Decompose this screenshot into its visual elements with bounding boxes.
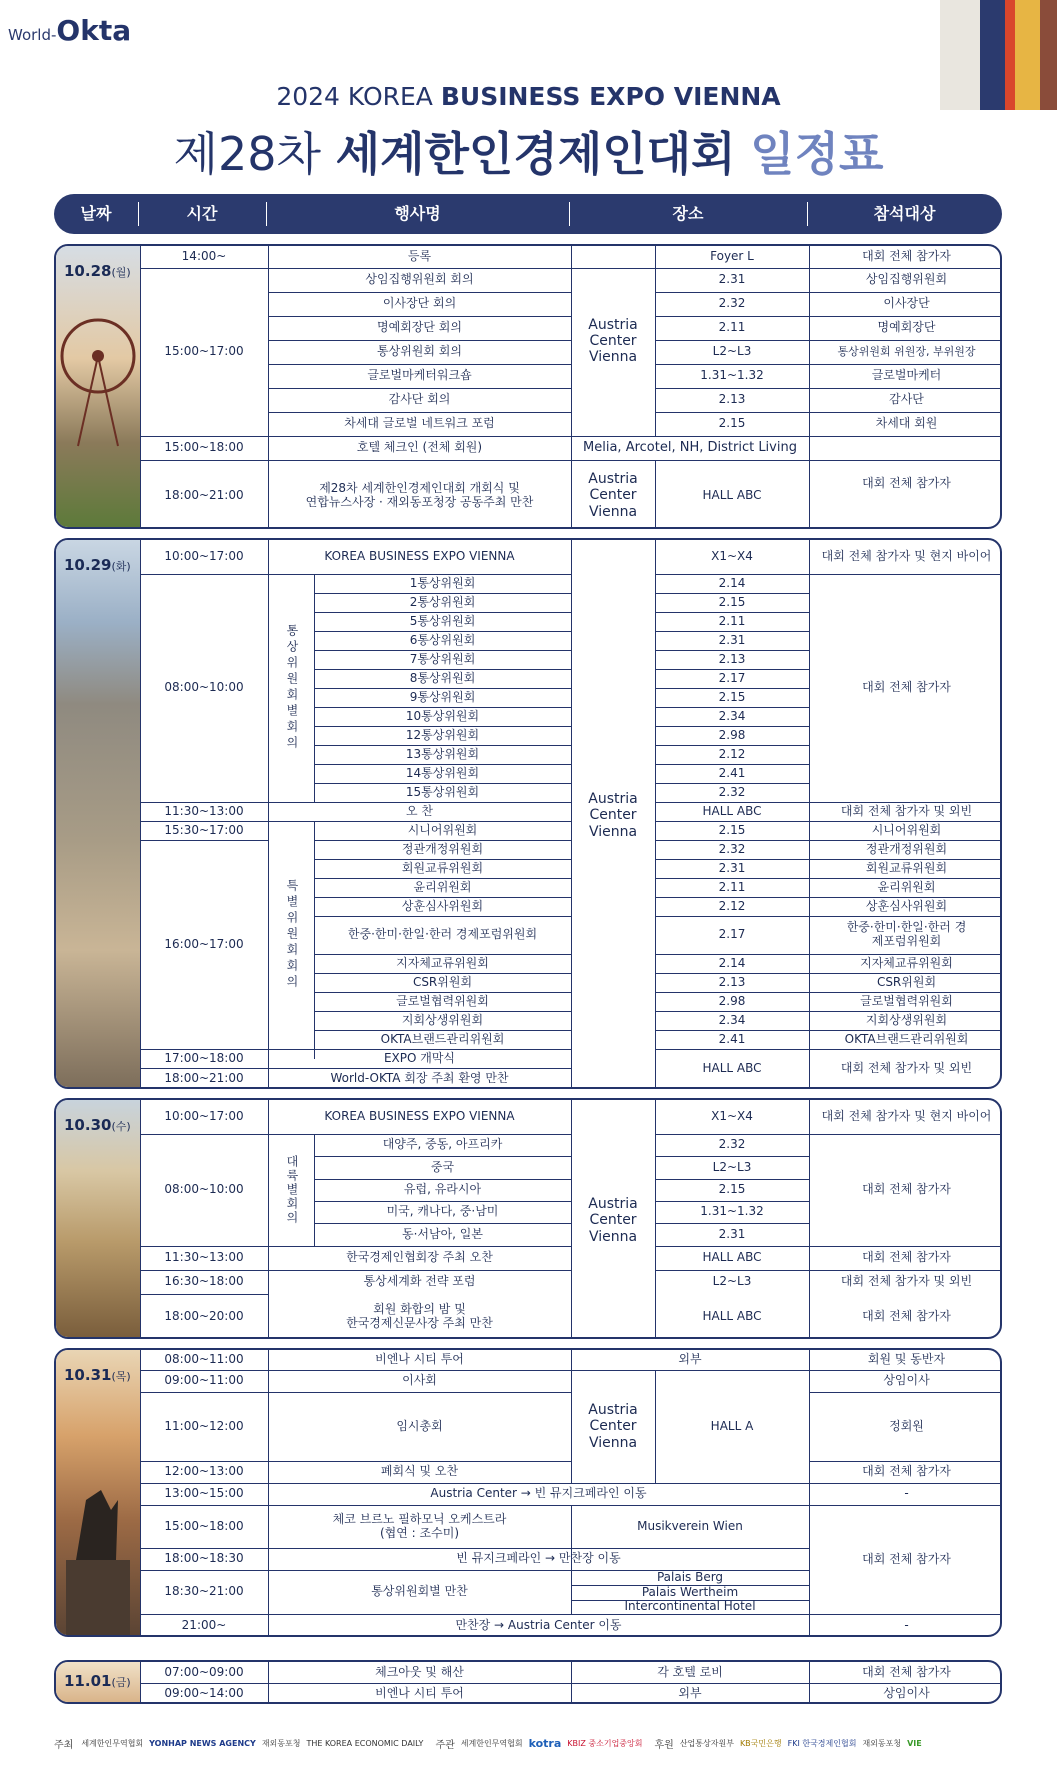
room-cell: 2.15: [718, 689, 746, 704]
time-cell: 17:00~18:00: [164, 1050, 244, 1065]
attendee-cell: 대회 전체 참가자: [862, 249, 951, 264]
time-cell: 16:00~17:00: [164, 936, 244, 951]
brand-name: Okta: [56, 14, 132, 47]
time-cell: 08:00~10:00: [164, 1182, 244, 1197]
room-cell: 2.34: [718, 708, 746, 723]
event-cell: 시니어위원회: [407, 822, 478, 837]
event-cell: CSR위원회: [412, 974, 473, 989]
time-cell: 15:00~17:00: [164, 344, 244, 359]
room-cell: HALL A: [710, 1418, 754, 1433]
venue-cell: Austria Center Vienna: [588, 471, 638, 520]
time-cell: 07:00~09:00: [164, 1664, 244, 1679]
attendee-cell: 윤리위원회: [877, 879, 936, 894]
time-cell: 12:00~13:00: [164, 1464, 244, 1479]
host-logo: 재외동포청: [261, 1738, 301, 1748]
attendee-cell: 지회상생위원회: [865, 1012, 948, 1027]
attendee-cell: 글로벌협력위원회: [860, 993, 953, 1008]
event-cell: 이사장단 회의: [382, 296, 457, 311]
time-cell: 09:00~11:00: [164, 1373, 244, 1388]
time-cell: 10:00~17:00: [164, 1109, 244, 1124]
day-1029: [54, 538, 1002, 1089]
time-cell: 08:00~11:00: [164, 1352, 244, 1367]
time-cell: 18:30~21:00: [164, 1584, 244, 1599]
attendee-cell: 정관개정위원회: [865, 841, 948, 856]
vienna-city-photo: [56, 540, 140, 1087]
event-cell: 통상세계화 전략 포럼: [363, 1274, 476, 1289]
room-cell: 2.32: [718, 841, 746, 856]
sponsor-logo: 재외동포청: [862, 1738, 902, 1748]
time-cell: 11:00~12:00: [164, 1418, 244, 1433]
table-header: [54, 194, 1002, 234]
attendee-cell: 글로벌마케터: [871, 368, 942, 383]
attendee-cell: 대회 전체 참가자 및 현지 바이어: [821, 1109, 992, 1124]
venue-cell: 외부: [678, 1685, 702, 1700]
header-event: 행사명: [394, 203, 441, 223]
venue-cell: Palais Wertheim: [641, 1584, 739, 1599]
event-cell: 13통상위원회: [405, 746, 480, 761]
event-cell: 중국: [430, 1159, 455, 1174]
time-cell: 18:00~21:00: [164, 1070, 244, 1085]
event-cell: 1통상위원회: [409, 575, 476, 590]
host-logo: THE KOREA ECONOMIC DAILY: [306, 1738, 424, 1748]
group-label: 특별위원회회의: [284, 879, 299, 991]
room-cell: 2.32: [718, 784, 746, 799]
room-cell: 2.17: [718, 927, 746, 942]
date-label: 10.31(목): [64, 1366, 131, 1384]
event-cell: 15통상위원회: [405, 784, 480, 799]
date-label: 10.29(화): [64, 556, 131, 574]
event-cell: 제28차 세계한인경제인대회 개회식 및 연합뉴스사장 · 재외동포청장 공동주최 만찬: [305, 480, 534, 509]
time-cell: 15:30~17:00: [164, 822, 244, 837]
time-cell: 08:00~10:00: [164, 680, 244, 695]
attendee-cell: 대회 전체 참가자 및 외빈: [840, 803, 973, 818]
attendee-cell: 지자체교류위원회: [860, 955, 953, 970]
event-cell: 통상위원회 회의: [377, 344, 462, 359]
attendee-cell: 회원 및 동반자: [867, 1352, 946, 1367]
sponsor-logo: 산업통상자원부: [679, 1738, 734, 1748]
event-cell: 유럽, 유라시아: [403, 1182, 482, 1197]
host-logo: 세계한인무역협회: [81, 1738, 144, 1748]
event-cell: 글로벌마케터워크숍: [367, 368, 472, 383]
attendee-cell: 시니어위원회: [871, 822, 942, 837]
opera-house-photo: [56, 1100, 140, 1337]
time-cell: 18:00~20:00: [164, 1308, 244, 1323]
day-1101: [54, 1660, 1002, 1704]
event-cell: 상임집행위원회 회의: [365, 272, 474, 287]
time-cell: 21:00~: [181, 1617, 227, 1632]
event-cell: 윤리위원회: [413, 879, 472, 894]
room-cell: 2.32: [718, 1137, 746, 1152]
sponsor-logo: KB국민은행: [739, 1738, 782, 1748]
room-cell: L2~L3: [712, 1274, 752, 1289]
room-cell: 2.34: [718, 1012, 746, 1027]
room-cell: 2.17: [718, 670, 746, 685]
org-logo: kotra: [528, 1736, 562, 1750]
event-cell: 대양주, 중동, 아프리카: [382, 1137, 503, 1152]
attendee-cell: 명예회장단: [877, 320, 936, 335]
attendee-cell: 대회 전체 참가자: [862, 1308, 951, 1323]
attendee-cell: OKTA브랜드관리위원회: [844, 1031, 969, 1046]
event-cell: 체코 브르노 필하모닉 오케스트라 (협연 : 조수미): [332, 1511, 507, 1540]
group-label: 대륙별회의: [284, 1155, 299, 1225]
group-label: 통상위원회별회의: [284, 624, 299, 752]
room-cell: 2.13: [718, 651, 746, 666]
attendee-cell: 상임이사: [883, 1373, 930, 1388]
attendee-cell: CSR위원회: [876, 974, 937, 989]
attendee-cell: 대회 전체 참가자: [862, 1182, 951, 1197]
event-cell: 글로벌협력위원회: [396, 993, 489, 1008]
header-place: 장소: [672, 203, 704, 223]
brand-prefix: World-: [8, 26, 57, 44]
room-cell: L2~L3: [712, 1159, 752, 1174]
date-label: 10.28(월): [64, 262, 131, 280]
event-cell: 한중·한미·한일·한러 경제포럼위원회: [347, 927, 538, 942]
attendee-cell: 상임이사: [883, 1685, 930, 1700]
event-cell: 9통상위원회: [409, 689, 476, 704]
room-cell: 1.31~1.32: [700, 368, 764, 383]
ferris-wheel-photo: [56, 246, 140, 527]
event-cell: 오 찬: [406, 803, 433, 818]
day-1028: [54, 244, 1002, 529]
venue-cell: Musikverein Wien: [637, 1518, 743, 1533]
header-attendees: 참석대상: [873, 203, 936, 223]
org-logo: KBIZ 중소기업중앙회: [567, 1738, 643, 1748]
room-cell: 2.41: [718, 765, 746, 780]
venue-cell: 각 호텔 로비: [657, 1664, 723, 1679]
date-label: 10.30(수): [64, 1116, 131, 1134]
event-cell: 12통상위원회: [405, 727, 480, 742]
event-cell: KOREA BUSINESS EXPO VIENNA: [324, 549, 515, 564]
room-cell: HALL ABC: [702, 803, 762, 818]
event-cell: 차세대 글로벌 네트워크 포럼: [344, 416, 495, 431]
attendee-cell: 한중·한미·한일·한러 경제포럼위원회: [846, 920, 967, 948]
header-time: 시간: [186, 203, 218, 223]
footer: [54, 1732, 1002, 1754]
room-cell: 2.15: [718, 594, 746, 609]
event-cell: 이사회: [402, 1373, 437, 1388]
host-logo: YONHAP NEWS AGENCY: [149, 1738, 256, 1748]
event-cell: 비엔나 시티 투어: [375, 1352, 464, 1367]
room-cell: 1.31~1.32: [700, 1204, 764, 1219]
room-cell: HALL ABC: [702, 1061, 762, 1076]
brand-logo: [8, 14, 131, 47]
time-cell: 18:00~18:30: [164, 1551, 244, 1566]
room-cell: 2.13: [718, 974, 746, 989]
venue-cell: Austria Center Vienna: [588, 1196, 638, 1245]
event-cell: 등록: [407, 249, 432, 264]
room-cell: 2.15: [718, 1182, 746, 1197]
venue-cell: Intercontinental Hotel: [624, 1599, 756, 1614]
footer-host-label: 주최: [54, 1739, 74, 1751]
room-cell: 2.12: [718, 746, 746, 761]
attendee-cell: 대회 전체 참가자: [862, 1664, 951, 1679]
time-cell: 16:30~18:00: [164, 1274, 244, 1289]
footer-org-label: 주관: [435, 1739, 455, 1751]
event-cell: 미국, 캐나다, 중·남미: [386, 1204, 499, 1219]
room-cell: Foyer L: [710, 249, 754, 264]
header-date: 날짜: [80, 203, 112, 223]
footer-sponsor-label: 후원: [654, 1739, 674, 1751]
time-cell: 14:00~: [181, 249, 227, 264]
day-1030: [54, 1098, 1002, 1339]
time-cell: 15:00~18:00: [164, 440, 244, 455]
event-cell: OKTA브랜드관리위원회: [380, 1031, 505, 1046]
event-cell: 감사단 회의: [388, 392, 451, 407]
event-cell: 통상위원회별 만찬: [371, 1584, 468, 1599]
attendee-cell: 상임집행위원회: [865, 272, 948, 287]
attendee-cell: 상훈심사위원회: [865, 898, 948, 913]
event-cell: 지회상생위원회: [401, 1012, 484, 1027]
event-cell: 14통상위원회: [405, 765, 480, 780]
attendee-cell: 회원교류위원회: [865, 860, 948, 875]
event-cell: 5통상위원회: [409, 613, 476, 628]
page-title: 제28차 세계한인경제인대회 일정표: [173, 127, 884, 181]
venue-cell: Austria Center Vienna: [588, 316, 638, 366]
room-cell: 2.31: [718, 272, 746, 287]
event-cell: 6통상위원회: [409, 632, 476, 647]
room-cell: 2.14: [718, 955, 746, 970]
event-cell: 폐회식 및 오찬: [380, 1464, 459, 1479]
attendee-cell: 대회 전체 참가자 및 외빈: [840, 1061, 973, 1076]
attendee-cell: 대회 전체 참가자: [862, 680, 951, 695]
statue-photo: [56, 1350, 140, 1635]
time-cell: 15:00~18:00: [164, 1518, 244, 1533]
attendee-cell: 대회 전체 참가자: [862, 475, 951, 490]
attendee-cell: 통상위원회 위원장, 부위원장: [837, 344, 976, 358]
room-cell: X1~X4: [711, 1109, 753, 1124]
room-cell: HALL ABC: [702, 487, 762, 502]
room-cell: 2.31: [718, 860, 746, 875]
time-cell: 09:00~14:00: [164, 1685, 244, 1700]
sponsor-logo: VIE: [907, 1738, 922, 1748]
event-cell: 한국경제인협회장 주최 오찬: [346, 1250, 493, 1265]
room-cell: X1~X4: [711, 549, 753, 564]
room-cell: HALL ABC: [702, 1250, 762, 1265]
room-cell: 2.11: [718, 879, 746, 894]
event-cell: Austria Center → 빈 뮤지크페라인 이동: [430, 1486, 647, 1501]
room-cell: 2.11: [718, 320, 746, 335]
event-cell: 10통상위원회: [405, 708, 480, 723]
attendee-cell: -: [904, 1486, 909, 1501]
time-cell: 11:30~13:00: [164, 1250, 244, 1265]
venue-cell: Austria Center Vienna: [588, 791, 638, 840]
event-cell: 비엔나 시티 투어: [375, 1685, 464, 1700]
room-cell: L2~L3: [712, 344, 752, 359]
event-cell: World-OKTA 회장 주최 환영 만찬: [330, 1070, 509, 1085]
event-cell: 호텔 체크인 (전체 회원): [356, 440, 483, 455]
attendee-cell: 이사장단: [883, 296, 930, 311]
attendee-cell: 정회원: [889, 1418, 924, 1433]
room-cell: 2.31: [718, 632, 746, 647]
venue-cell: 외부: [678, 1352, 702, 1367]
time-cell: 10:00~17:00: [164, 549, 244, 564]
event-cell: 2통상위원회: [409, 594, 476, 609]
room-cell: 2.31: [718, 1226, 746, 1241]
event-cell: 지자체교류위원회: [396, 955, 489, 970]
event-cell: 회원 화합의 밤 및 한국경제신문사장 주최 만찬: [346, 1301, 493, 1330]
event-cell: KOREA BUSINESS EXPO VIENNA: [324, 1109, 515, 1124]
attendee-cell: 대회 전체 참가자 및 외빈: [840, 1274, 973, 1289]
time-cell: 11:30~13:00: [164, 803, 244, 818]
attendee-cell: 대회 전체 참가자: [862, 1250, 951, 1265]
room-cell: 2.41: [718, 1031, 746, 1046]
event-cell: 상훈심사위원회: [401, 898, 484, 913]
venue-cell: Austria Center Vienna: [588, 1402, 638, 1451]
room-cell: 2.15: [718, 822, 746, 837]
attendee-cell: 대회 전체 참가자 및 현지 바이어: [821, 549, 992, 564]
event-cell: 명예회장단 회의: [377, 320, 462, 335]
sponsor-logo: FKI 한국경제인협회: [787, 1738, 857, 1748]
event-cell: 8통상위원회: [409, 670, 476, 685]
attendee-cell: 차세대 회원: [875, 416, 938, 431]
date-label: 11.01(금): [64, 1672, 131, 1690]
venue-cell: Palais Berg: [656, 1569, 724, 1584]
venue-cell: Melia, Arcotel, NH, District Living: [583, 439, 797, 455]
event-cell: EXPO 개막식: [383, 1050, 456, 1065]
event-cell: 동·서남아, 일본: [402, 1226, 483, 1241]
attendee-cell: 대회 전체 참가자: [862, 1464, 951, 1479]
time-cell: 13:00~15:00: [164, 1486, 244, 1501]
org-logo: 세계한인무역협회: [460, 1738, 523, 1748]
event-cell: 7통상위원회: [409, 651, 476, 666]
event-cell: 정관개정위원회: [401, 841, 484, 856]
room-cell: 2.98: [718, 993, 746, 1008]
room-cell: 2.14: [718, 575, 746, 590]
room-cell: 2.13: [718, 392, 746, 407]
event-cell: 회원교류위원회: [401, 860, 484, 875]
event-cell: 만찬장 → Austria Center 이동: [455, 1617, 622, 1632]
room-cell: 2.32: [718, 296, 746, 311]
attendee-cell: 감사단: [889, 392, 924, 407]
room-cell: 2.12: [718, 898, 746, 913]
attendee-cell: -: [904, 1617, 909, 1632]
room-cell: 2.98: [718, 727, 746, 742]
event-cell: 빈 뮤지크페라인 → 만찬장 이동: [456, 1551, 621, 1566]
room-cell: HALL ABC: [702, 1308, 762, 1323]
room-cell: 2.15: [718, 416, 746, 431]
title-line1: 2024 KOREA BUSINESS EXPO VIENNA: [276, 82, 781, 111]
event-cell: 체크아웃 및 해산: [375, 1664, 464, 1679]
attendee-cell: 대회 전체 참가자: [862, 1551, 951, 1566]
time-cell: 18:00~21:00: [164, 487, 244, 502]
room-cell: 2.11: [718, 613, 746, 628]
day-1031: [54, 1348, 1002, 1637]
event-cell: 임시총회: [396, 1418, 443, 1433]
